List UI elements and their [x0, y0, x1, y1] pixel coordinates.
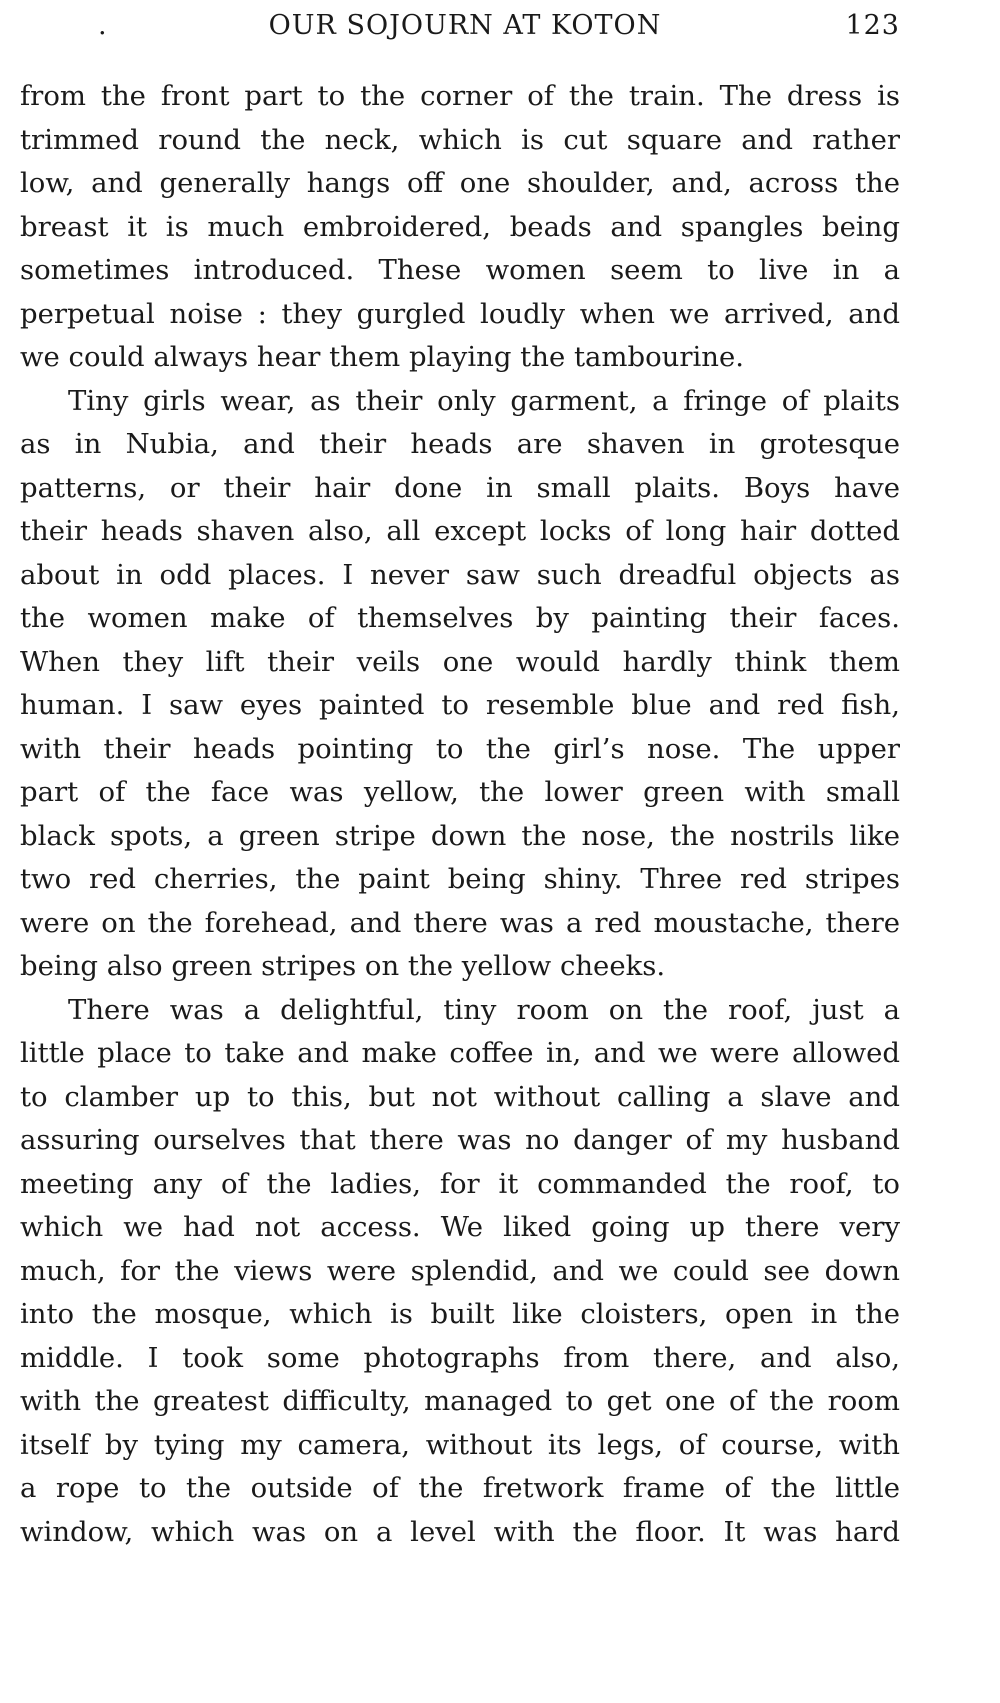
text-line: two red cherries, the paint being shiny. Three red stripes — [20, 863, 900, 895]
text-line: with the greatest difficulty, managed to get one of the room — [20, 1385, 900, 1417]
text-line: their heads shaven also, all except locks of long hair dotted — [20, 515, 900, 547]
text-line: There was a delightful, tiny room on the roof, just a — [68, 993, 900, 1026]
text-line: itself by tying my camera, without its legs, of course, with — [20, 1428, 900, 1461]
text-line: about in odd places. I never saw such dreadful objects as — [20, 558, 900, 591]
text-line: meeting any of the ladies, for it commanded the roof, to — [20, 1167, 900, 1200]
chapter-title: OUR SOJOURN AT KOTON — [268, 10, 662, 41]
text-line: as in Nubia, and their heads are shaven in grotesque — [20, 428, 900, 460]
text-line: which we had not access. We liked going up there very — [20, 1211, 900, 1243]
text-line: middle. I took some photographs from there, and also, — [20, 1341, 900, 1374]
text-line: a rope to the outside of the fretwork frame of the little — [20, 1472, 900, 1504]
text-line: window, which was on a level with the floor. It was hard — [20, 1515, 900, 1548]
page-number: 123 — [845, 10, 900, 41]
text-line: were on the forehead, and there was a red moustache, there — [20, 906, 900, 939]
text-line: we could always hear them playing the tambourine. — [20, 341, 745, 373]
text-line: patterns, or their hair done in small plaits. Boys have — [20, 471, 900, 504]
text-line: black spots, a green stripe down the nose, the nostrils like — [20, 819, 900, 852]
text-line: with their heads pointing to the girl’s nose. The upper — [20, 732, 900, 765]
text-line: trimmed round the neck, which is cut square and rather — [20, 123, 900, 156]
text-line: to clamber up to this, but not without calling a slave and — [20, 1080, 900, 1113]
book-page — [20, 0, 900, 1703]
paragraph — [20, 989, 900, 1555]
text-line: assuring ourselves that there was no danger of my husband — [20, 1124, 900, 1156]
text-line: low, and generally hangs off one shoulder, and, across the — [20, 167, 900, 199]
text-line: from the front part to the corner of the train. The dress is — [20, 80, 900, 112]
text-line: When they lift their veils one would hardly think them — [20, 645, 900, 678]
running-header — [20, 4, 900, 48]
text-line: much, for the views were splendid, and we could see down — [20, 1254, 900, 1287]
header-dot: . — [98, 10, 108, 41]
paragraph — [20, 75, 900, 380]
text-line: little place to take and make coffee in, and we were allowed — [20, 1037, 900, 1069]
text-line: being also green stripes on the yellow cheeks. — [20, 950, 666, 982]
text-line: the women make of themselves by painting their faces. — [20, 602, 900, 634]
text-line: part of the face was yellow, the lower green with small — [20, 776, 900, 808]
text-line: perpetual noise : they gurgled loudly when we arrived, and — [20, 297, 900, 330]
text-line: breast it is much embroidered, beads and spangles being — [20, 210, 900, 243]
text-line: sometimes introduced. These women seem to live in a — [20, 254, 900, 286]
text-line: human. I saw eyes painted to resemble blue and red fish, — [20, 689, 900, 721]
body-text — [20, 75, 900, 1554]
text-line: into the mosque, which is built like cloisters, open in the — [20, 1298, 900, 1330]
paragraph — [20, 380, 900, 989]
text-line: Tiny girls wear, as their only garment, a fringe of plaits — [68, 384, 900, 417]
